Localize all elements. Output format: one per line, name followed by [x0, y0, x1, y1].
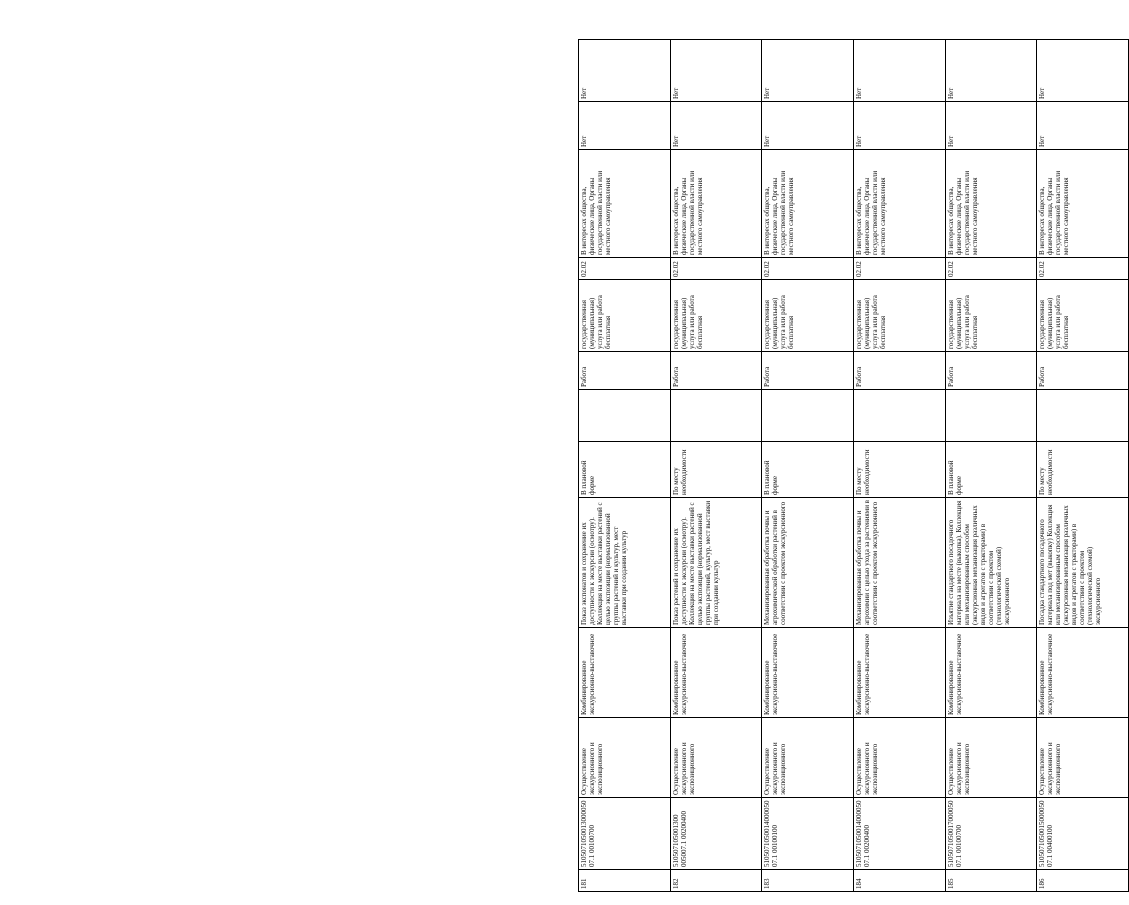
cell-empty: [945, 390, 1037, 442]
cell-consumers: В интересах общества, физические лица, Органы государственной власти или местного самоуправления: [670, 150, 762, 258]
cell-consumers: В интересах общества, физические лица, Органы государственной власти или местного самоуправления: [762, 150, 854, 258]
table-body: [579, 40, 1129, 892]
cell-form: В плановой форме: [762, 442, 854, 498]
cell-license: Нет: [762, 102, 854, 150]
cell-code2: 02.02: [579, 258, 671, 280]
table-row: [670, 40, 762, 892]
rotated-table-wrapper: [578, 42, 1128, 892]
cell-reg: Нет: [579, 40, 671, 102]
table-row: [579, 40, 671, 892]
cell-code2: 02.02: [1037, 258, 1129, 280]
cell-consumers: В интересах общества, физические лица, Органы государственной власти или местного самоуправления: [853, 150, 945, 258]
table-row: [1037, 40, 1129, 892]
cell-kind: Работа: [579, 352, 671, 390]
cell-basis: государственная (муниципальная) услуга или работа бесплатная: [579, 280, 671, 352]
cell-license: Нет: [670, 102, 762, 150]
cell-code: 510507105001700005007.1 00100700: [945, 798, 1037, 870]
table-row: [945, 40, 1037, 892]
cell-num: 184: [853, 870, 945, 892]
cell-empty: [670, 390, 762, 442]
cell-num: 183: [762, 870, 854, 892]
cell-content: Механизированная обработка почвы и агрохимической обработки растений в соответствии с проектом экскурсионного: [762, 498, 854, 628]
cell-service: Осуществление экскурсионного и экспозиционного: [762, 718, 854, 798]
table-row: [762, 40, 854, 892]
cell-code: 510507105001300 005007.1 00200400: [670, 798, 762, 870]
cell-kind: Работа: [945, 352, 1037, 390]
cell-kind: Работа: [762, 352, 854, 390]
cell-consumers: В интересах общества, физические лица, Органы государственной власти или местного самоуправления: [579, 150, 671, 258]
cell-form: По месту необходимости: [1037, 442, 1129, 498]
cell-content: Изъятие стандартного посадочного материала на месте (выкопка). Коллекция или механизированным способом (экскурсионная механизация различных видов и агрегатов с тракторами) в соответствии с проектом (технологической схемой) экскурсионного: [945, 498, 1037, 628]
cell-kind: Работа: [1037, 352, 1129, 390]
cell-service: Осуществление экскурсионного и экспозиционного: [1037, 718, 1129, 798]
cell-code2: 02.02: [853, 258, 945, 280]
cell-num: 181: [579, 870, 671, 892]
cell-code: 510507105001300005007.1 00100700: [579, 798, 671, 870]
cell-kind: Работа: [853, 352, 945, 390]
cell-type: Комбинированное экскурсионно-выставочное: [853, 628, 945, 718]
cell-code2: 02.02: [945, 258, 1037, 280]
cell-license: Нет: [945, 102, 1037, 150]
cell-content: Посадка стандартного посадочного материала под мет (выкопку) Коллекция или механизированным способом (экскурсионная механизация различных видов и агрегатов с тракторами) в соответствии с проектом (технологической схемой) экскурсионного: [1037, 498, 1129, 628]
cell-code: 510507105001400005007.1 00200400: [853, 798, 945, 870]
services-table: [578, 39, 1129, 892]
cell-form: В плановой форме: [579, 442, 671, 498]
cell-reg: Нет: [945, 40, 1037, 102]
cell-license: Нет: [853, 102, 945, 150]
cell-num: 186: [1037, 870, 1129, 892]
cell-license: Нет: [579, 102, 671, 150]
table-row: [853, 40, 945, 892]
cell-type: Комбинированное экскурсионно-выставочное: [670, 628, 762, 718]
cell-type: Комбинированное экскурсионно-выставочное: [1037, 628, 1129, 718]
cell-basis: государственная (муниципальная) услуга или работа бесплатная: [853, 280, 945, 352]
cell-num: 182: [670, 870, 762, 892]
cell-basis: государственная (муниципальная) услуга или работа бесплатная: [945, 280, 1037, 352]
cell-type: Комбинированное экскурсионно-выставочное: [579, 628, 671, 718]
cell-num: 185: [945, 870, 1037, 892]
cell-code: 510507105001500005007.1 00400100: [1037, 798, 1129, 870]
cell-reg: Нет: [670, 40, 762, 102]
cell-reg: Нет: [762, 40, 854, 102]
cell-type: Комбинированное экскурсионно-выставочное: [762, 628, 854, 718]
cell-basis: государственная (муниципальная) услуга или работа бесплатная: [762, 280, 854, 352]
cell-basis: государственная (муниципальная) услуга или работа бесплатная: [1037, 280, 1129, 352]
cell-empty: [579, 390, 671, 442]
cell-content: Показ экспонатов и сохранение их доступности к экскурсии (осмотру). Коллекция на месте выставки растений с целью экспозиции (нормализованной группы растений и культур, мест выставки при создании культур: [579, 498, 671, 628]
cell-consumers: В интересах общества, физические лица, Органы государственной власти или местного самоуправления: [1037, 150, 1129, 258]
cell-code: 510507105001400005007.1 00100100: [762, 798, 854, 870]
cell-type: Комбинированное экскурсионно-выставочное: [945, 628, 1037, 718]
cell-reg: Нет: [853, 40, 945, 102]
cell-form: По месту необходимости: [853, 442, 945, 498]
cell-kind: Работа: [670, 352, 762, 390]
cell-license: Нет: [1037, 102, 1129, 150]
cell-service: Осуществление экскурсионного и экспозиционного: [579, 718, 671, 798]
cell-form: В плановой форме: [945, 442, 1037, 498]
cell-code2: 02.02: [762, 258, 854, 280]
cell-code2: 02.02: [670, 258, 762, 280]
cell-reg: Нет: [1037, 40, 1129, 102]
cell-consumers: В интересах общества, физические лица, Органы государственной власти или местного самоуправления: [945, 150, 1037, 258]
cell-form: По месту необходимости: [670, 442, 762, 498]
cell-service: Осуществление экскурсионного и экспозиционного: [945, 718, 1037, 798]
cell-empty: [762, 390, 854, 442]
cell-empty: [1037, 390, 1129, 442]
cell-basis: государственная (муниципальная) услуга или работа бесплатная: [670, 280, 762, 352]
cell-empty: [853, 390, 945, 442]
cell-service: Осуществление экскурсионного и экспозиционного: [670, 718, 762, 798]
cell-content: Механизированная обработка почвы и агрохимии с целью ухода за растениями в соответствии с проектом экскурсионного: [853, 498, 945, 628]
cell-service: Осуществление экскурсионного и экспозиционного: [853, 718, 945, 798]
cell-content: Показ растений и сохранение их доступности к экскурсии (осмотру). Коллекция на месте выставки растений с целью экспозиции (нормализованной группы растений, культур, мест выставки при создании культур: [670, 498, 762, 628]
